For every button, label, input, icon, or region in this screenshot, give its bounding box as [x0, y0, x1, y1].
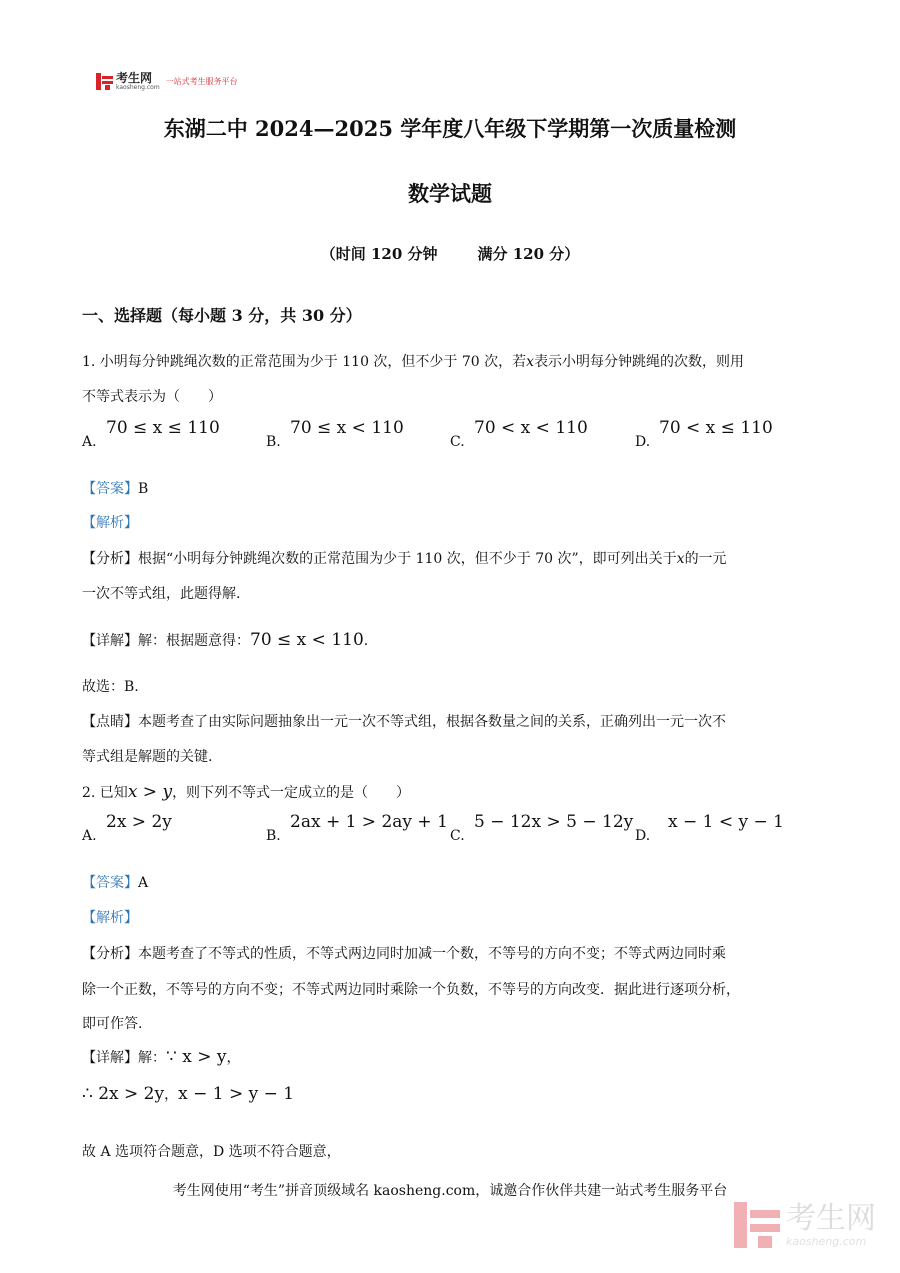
q2-analysis-tag: 【解析】: [82, 910, 138, 926]
fenxi-text: 本题考查了不等式的性质，不等式两边同时加减一个数，不等号的方向不变；不等式两边同时乘: [138, 946, 726, 962]
q1-stem-var: x: [526, 354, 535, 370]
option-expr: 70 ≤ x < 110: [290, 418, 404, 438]
q2-stem-expr: x > y: [127, 782, 173, 802]
fenxi-tag: 【分析】: [82, 946, 138, 962]
q1-fenxi-line2: 一次不等式组，此题得解.: [82, 586, 241, 602]
answer-tag: 【答案】: [82, 875, 138, 891]
q2-stem: [82, 782, 410, 803]
option-label: B.: [266, 828, 281, 844]
logo-slogan: 一站式考生服务平台: [165, 77, 238, 86]
option-label: C.: [450, 434, 465, 450]
q1-stem-text-b: 表示小明每分钟跳绳的次数，则用: [534, 354, 745, 370]
watermark-domain: kaosheng.com: [786, 1234, 867, 1248]
detail-expr: ∵ x > y: [166, 1047, 227, 1067]
q2-conclusion: 故 A 选项符合题意，D 选项不符合题意，: [82, 1144, 341, 1160]
point-text: 本题考查了由实际问题抽象出一元一次不等式组，根据各数量之间的关系，正确列出一元一次不: [138, 714, 726, 730]
q1-fenxi-line1: [82, 549, 727, 569]
watermark-name: 考生网: [786, 1200, 876, 1236]
q1-answer: [82, 479, 148, 499]
footer-text: 考生网使用“考生”拼音顶级域名 kaosheng.com，诚邀合作伙伴共建一站式考生服务平台: [172, 1183, 728, 1199]
point-tag: 【点睛】: [82, 714, 138, 730]
option-expr: 2x > 2y: [106, 812, 172, 832]
option-expr: 5 − 12x > 5 − 12y: [474, 812, 634, 832]
kaosheng-logo-icon: [96, 73, 113, 90]
section-title: 一、选择题（每小题 3 分，共 30 分）: [82, 306, 362, 325]
option-expr: 2ax + 1 > 2ay + 1: [290, 812, 448, 832]
watermark-logo-icon: [734, 1202, 780, 1248]
fenxi-text-b: 的一元: [684, 551, 727, 567]
fenxi-text: 根据“小明每分钟跳绳次数的正常范围为少于 110 次，但不少于 70 次”，即可列出关于: [138, 551, 677, 567]
q2-fenxi-line3: 即可作答.: [82, 1016, 143, 1032]
option-label: A.: [82, 828, 97, 844]
logo-name: 考生网: [116, 71, 153, 85]
fenxi-var: x: [676, 551, 685, 567]
option-label: B.: [266, 434, 281, 450]
answer-value: B: [138, 481, 149, 497]
option-expr: 70 < x ≤ 110: [659, 418, 773, 438]
q1-stem-line1: [82, 352, 744, 372]
answer-value: A: [138, 875, 149, 891]
option-expr: 70 ≤ x ≤ 110: [106, 418, 220, 438]
q1-detail: [82, 630, 368, 651]
q2-fenxi-line2: 除一个正数，不等号的方向不变；不等式两边同时乘除一个负数，不等号的方向改变．据此进行逐项分析，: [82, 982, 740, 998]
option-label: D.: [635, 828, 651, 844]
watermark: [734, 1202, 876, 1248]
detail-expr: 70 ≤ x < 110: [250, 630, 364, 650]
option-label: C.: [450, 828, 465, 844]
therefore-expr-1: ∴ 2x > 2y: [82, 1084, 165, 1104]
detail-end: ，: [226, 1050, 241, 1066]
therefore-sep: ，: [164, 1087, 179, 1103]
q1-point-line1: [82, 712, 726, 732]
detail-end: .: [363, 633, 369, 649]
q2-fenxi-line1: [82, 944, 726, 964]
q2-answer: [82, 873, 148, 893]
detail-text: 解：根据题意得：: [138, 633, 250, 649]
exam-time: （时间 120 分钟: [320, 245, 438, 263]
q2-stem-text-b: ，则下列不等式一定成立的是（ ）: [172, 785, 411, 801]
q1-analysis-tag: 【解析】: [82, 515, 138, 531]
subject-title: 数学试题: [408, 181, 492, 206]
option-expr: x − 1 < y − 1: [668, 812, 784, 832]
q1-point-line2: 等式组是解题的关键.: [82, 749, 213, 765]
q1-choose: 故选：B.: [82, 679, 139, 695]
logo-domain: kaosheng.com: [116, 84, 160, 91]
option-expr: 70 < x < 110: [474, 418, 588, 438]
q1-stem-line2: 不等式表示为（ ）: [82, 389, 222, 405]
option-label: A.: [82, 434, 97, 450]
q2-therefore: [82, 1084, 294, 1105]
therefore-expr-2: x − 1 > y − 1: [178, 1084, 295, 1104]
fenxi-tag: 【分析】: [82, 551, 138, 567]
option-label: D.: [635, 434, 651, 450]
detail-text: 解：: [138, 1050, 166, 1066]
header-logo: [96, 72, 238, 91]
q1-stem-text: 1. 小明每分钟跳绳次数的正常范围为少于 110 次，但不少于 70 次，若: [82, 354, 527, 370]
exam-score: 满分 120 分）: [477, 245, 580, 263]
exam-info: [0, 243, 900, 264]
answer-tag: 【答案】: [82, 481, 138, 497]
q2-stem-text: 2. 已知: [82, 785, 128, 801]
detail-tag: 【详解】: [82, 1050, 138, 1066]
q2-detail: [82, 1047, 240, 1068]
detail-tag: 【详解】: [82, 633, 138, 649]
exam-title: 东湖二中 2024—2025 学年度八年级下学期第一次质量检测: [163, 116, 737, 141]
